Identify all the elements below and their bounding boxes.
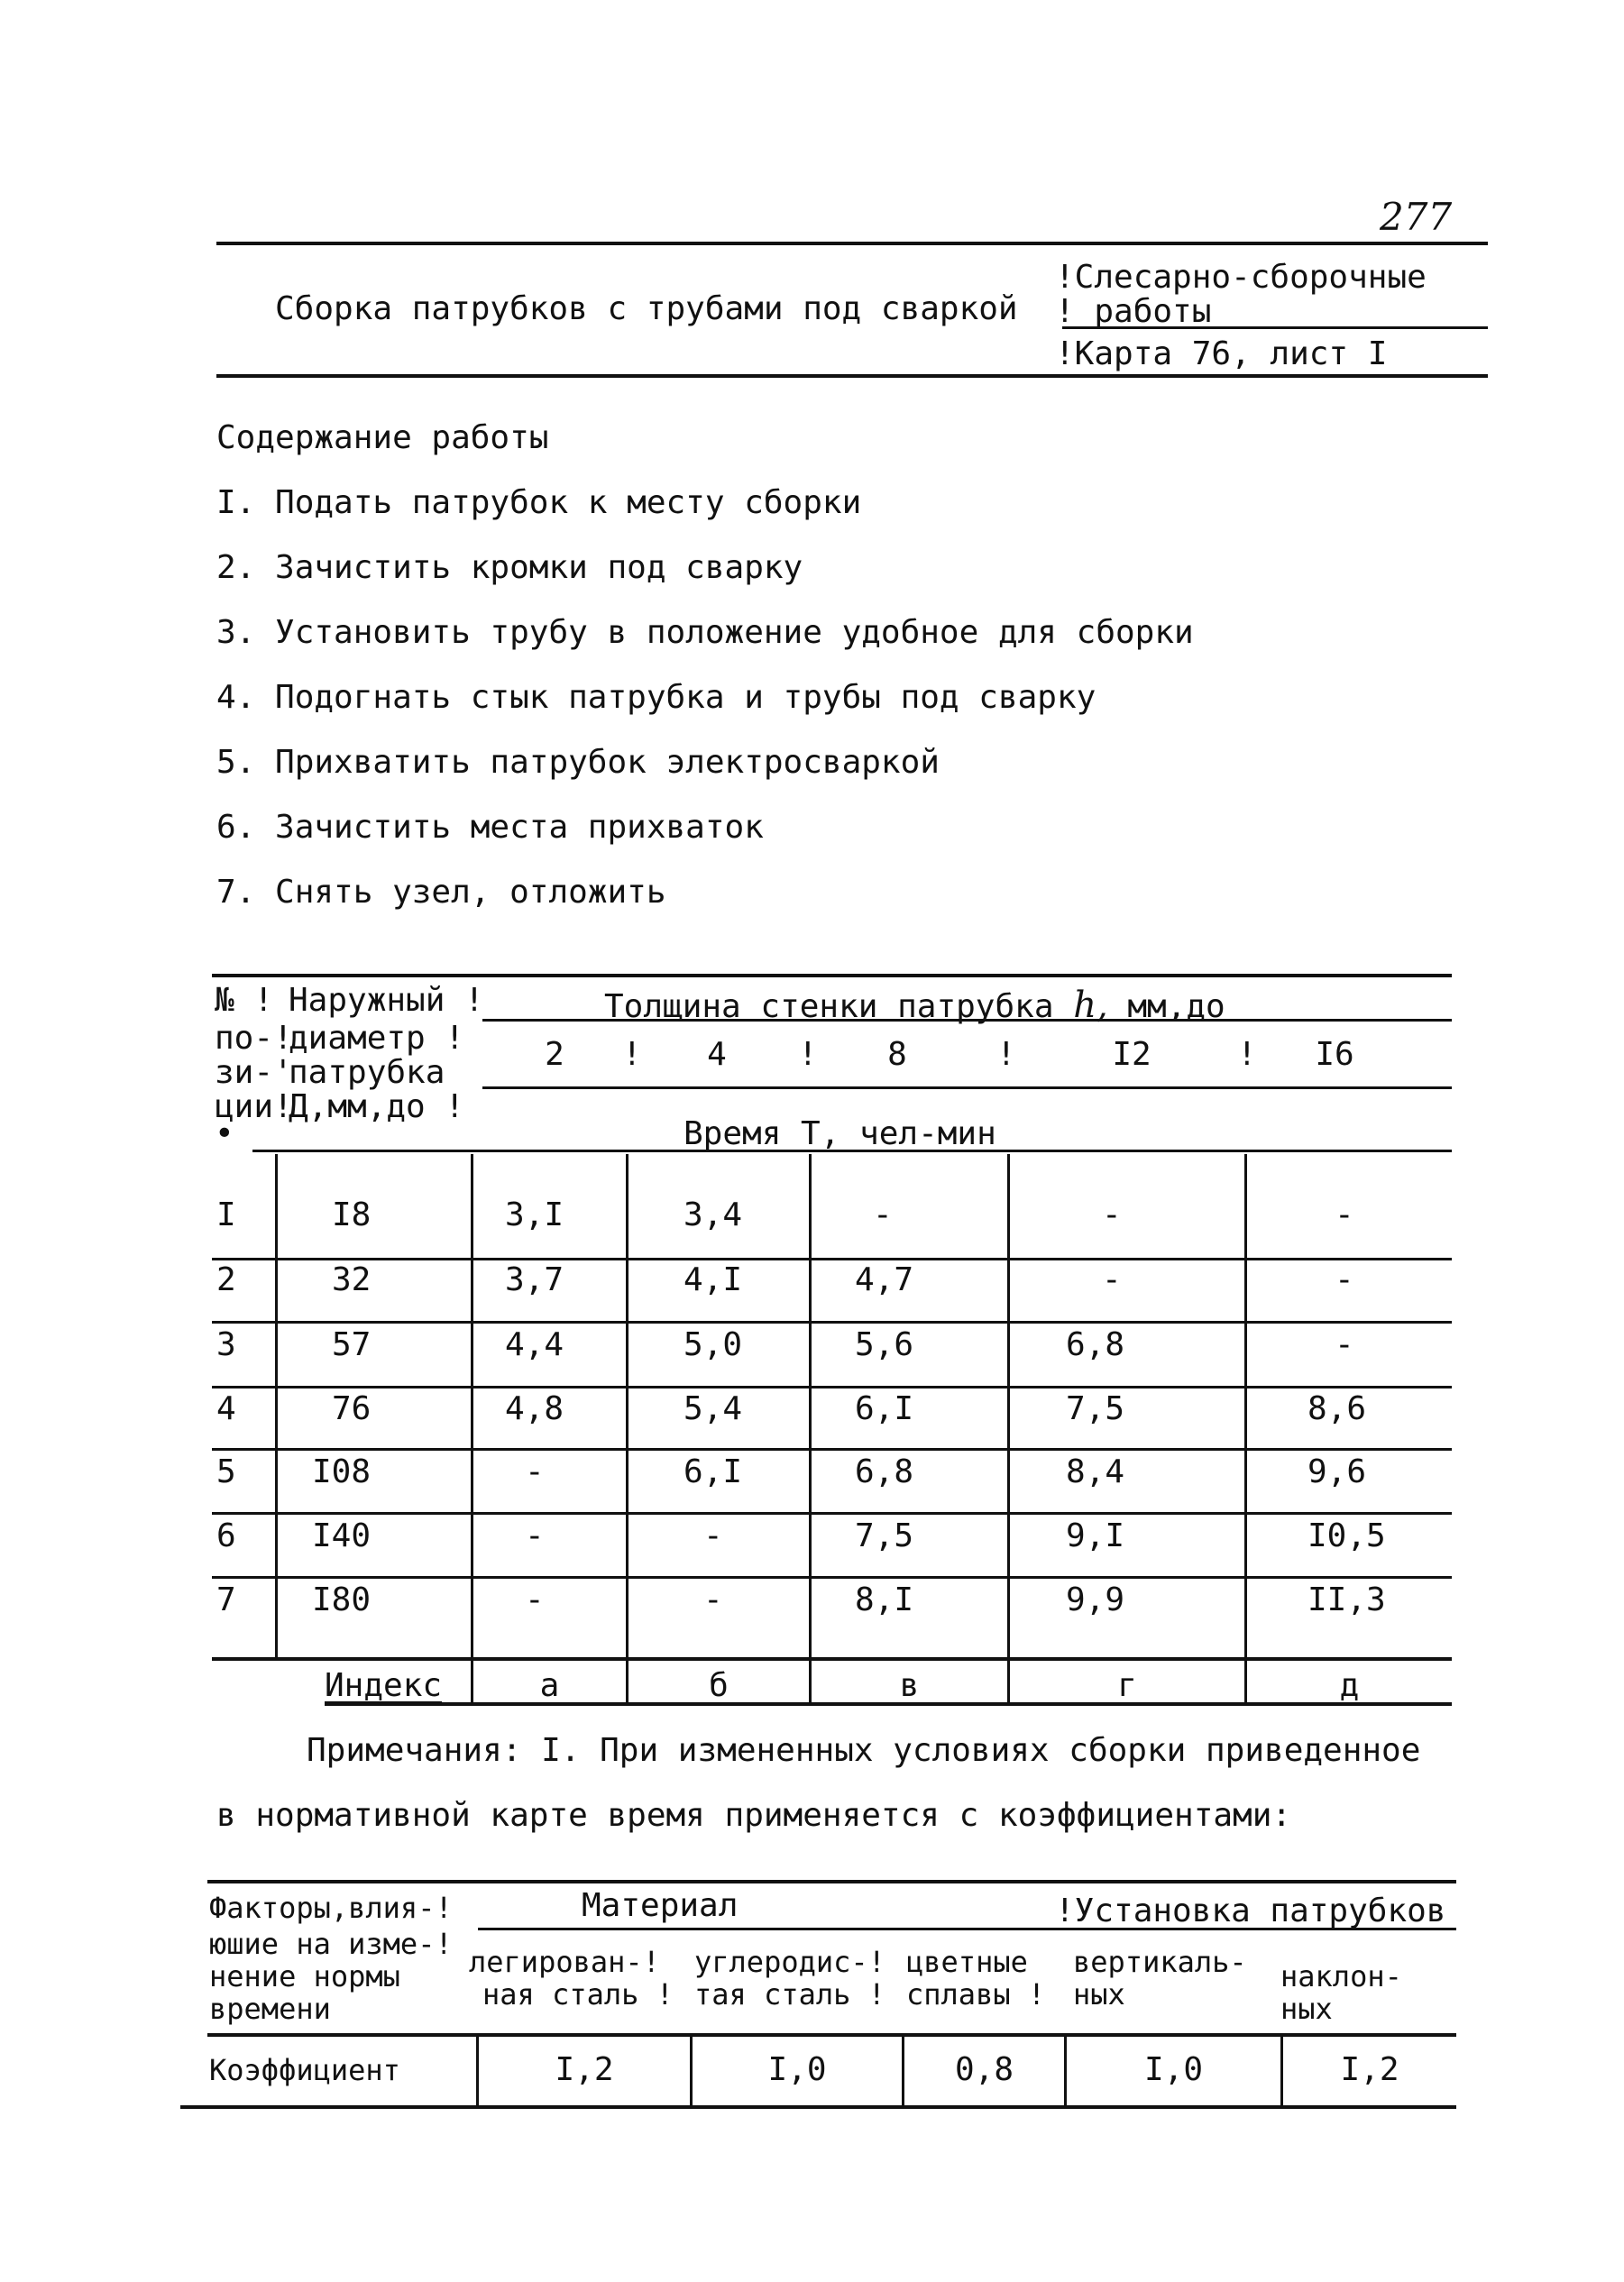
- row-pos: 6: [216, 1517, 236, 1554]
- cell-v: 8,I: [855, 1581, 914, 1618]
- d-header-2: диаметр !: [289, 1020, 465, 1057]
- d-header-3: патрубка: [289, 1054, 445, 1091]
- cell-b: -: [703, 1517, 723, 1554]
- col-inclined-1: наклон-: [1280, 1959, 1402, 1993]
- header-inner-rule: [1062, 326, 1488, 329]
- step-6: 6. Зачистить места прихваток: [216, 809, 764, 846]
- step-1: I. Подать патрубок к месту сборки: [216, 484, 862, 521]
- row-rule-6: [212, 1576, 1452, 1579]
- main-table-body-bottom-rule: [212, 1657, 1452, 1661]
- pos-header-2: по-!: [215, 1020, 293, 1057]
- cell-a: 4,4: [505, 1326, 564, 1363]
- cell-a: 3,I: [505, 1196, 564, 1233]
- time-header: Время Т, чел-мин: [684, 1115, 996, 1152]
- index-g: г: [1117, 1667, 1137, 1704]
- row-pos: 3: [216, 1326, 236, 1363]
- material-header: Материал: [582, 1887, 739, 1924]
- cell-d: -: [1335, 1261, 1354, 1298]
- header-title: Сборка патрубков с трубами под сваркой: [275, 290, 1018, 327]
- header-top-rule: [216, 242, 1488, 245]
- coef-row-label: Коэффициент: [209, 2053, 400, 2087]
- row-pos: 2: [216, 1261, 236, 1298]
- note-line-1: Примечания: I. При измененных условиях сборки приведенное: [307, 1732, 1421, 1769]
- col-inclined-2: ных: [1280, 1992, 1333, 2026]
- header-card: !Карта 76, лист I: [1055, 335, 1388, 372]
- factor-header-4: времени: [209, 1992, 331, 2026]
- col-vertical-1: вертикаль-: [1073, 1945, 1247, 1979]
- step-3: 3. Установить трубу в положение удобное для сборки: [216, 614, 1194, 651]
- row-diameter: I8: [332, 1196, 372, 1233]
- coef-value-carbon: I,0: [767, 2051, 827, 2088]
- install-header: !Установка патрубков: [1055, 1893, 1446, 1929]
- cell-a: -: [525, 1517, 545, 1554]
- row-diameter: 57: [332, 1326, 372, 1363]
- cell-d: II,3: [1307, 1581, 1386, 1618]
- row-diameter: I08: [312, 1453, 372, 1490]
- col-carbon-1: углеродис-!: [694, 1945, 885, 1979]
- d-header-4: Д,мм,до !: [289, 1088, 465, 1125]
- thickness-unit: мм,до: [1127, 988, 1225, 1025]
- row-pos: 4: [216, 1390, 236, 1427]
- thickness-symbol: h,: [1073, 985, 1108, 1026]
- row-diameter: 76: [332, 1390, 372, 1427]
- pos-header-5: •: [215, 1115, 234, 1152]
- thickness-header: [604, 985, 1225, 1026]
- bang-3: !: [996, 1036, 1016, 1073]
- col-nonferrous-1: цветные: [906, 1945, 1028, 1979]
- col-alloy-2: ная сталь !: [482, 1977, 674, 2012]
- row-pos: I: [216, 1196, 236, 1233]
- cell-v: 6,I: [855, 1390, 914, 1427]
- pos-header-1: № !: [215, 982, 274, 1019]
- thickness-2: 2: [545, 1036, 564, 1073]
- cell-g: 9,I: [1066, 1517, 1125, 1554]
- cell-v: 5,6: [855, 1326, 914, 1363]
- col-rule-pos: [275, 1154, 278, 1659]
- cell-d: I0,5: [1307, 1517, 1386, 1554]
- thickness-16: I6: [1315, 1036, 1354, 1073]
- step-4: 4. Подогнать стык патрубка и трубы под сварку: [216, 679, 1096, 716]
- coef-mid-rule: [207, 2033, 1456, 2037]
- col-rule-2: [626, 1154, 628, 1704]
- cell-d: 8,6: [1307, 1390, 1367, 1427]
- cell-g: 9,9: [1066, 1581, 1125, 1618]
- row-diameter: 32: [332, 1261, 372, 1298]
- cell-d: -: [1335, 1326, 1354, 1363]
- col-alloy-1: легирован-!: [469, 1945, 660, 1979]
- cell-b: 6,I: [684, 1453, 743, 1490]
- coef-top-rule: [207, 1880, 1456, 1883]
- index-a: а: [539, 1667, 560, 1704]
- row-rule-4: [212, 1448, 1452, 1451]
- cell-b: 4,I: [684, 1261, 743, 1298]
- bang-4: !: [1237, 1036, 1257, 1073]
- thickness-12: I2: [1112, 1036, 1151, 1073]
- index-d: д: [1339, 1667, 1360, 1704]
- cell-b: -: [703, 1581, 723, 1618]
- coef-value-nonferrous: 0,8: [954, 2051, 1014, 2088]
- content-heading: Содержание работы: [216, 419, 549, 456]
- cell-a: -: [525, 1581, 545, 1618]
- cell-v: 4,7: [855, 1261, 914, 1298]
- row-pos: 7: [216, 1581, 236, 1618]
- step-5: 5. Прихватить патрубок электросваркой: [216, 744, 940, 781]
- cell-b: 5,4: [684, 1390, 743, 1427]
- header-bottom-rule: [216, 374, 1488, 378]
- cell-a: -: [525, 1453, 545, 1490]
- cell-b: 5,0: [684, 1326, 743, 1363]
- col-vertical-2: ных: [1073, 1977, 1125, 2012]
- bang-2: !: [798, 1036, 818, 1073]
- step-7: 7. Снять узел, отложить: [216, 874, 666, 911]
- index-label: Индекс: [325, 1667, 443, 1704]
- row-rule-1: [212, 1258, 1452, 1260]
- cell-g: -: [1102, 1196, 1122, 1233]
- bang-1: !: [622, 1036, 642, 1073]
- cell-g: -: [1102, 1261, 1122, 1298]
- row-rule-3: [212, 1386, 1452, 1388]
- d-header-1: Наружный !: [289, 982, 484, 1019]
- cell-b: 3,4: [684, 1196, 743, 1233]
- thickness-4: 4: [707, 1036, 727, 1073]
- note-line-2: в нормативной карте время применяется с коэффициентами:: [216, 1797, 1292, 1834]
- col-rule-d: [471, 1154, 473, 1704]
- cell-g: 6,8: [1066, 1326, 1125, 1363]
- header-category-line2: ! работы: [1055, 293, 1212, 330]
- thickness-header-text: Толщина стенки патрубка: [604, 988, 1054, 1025]
- main-table-bottom-rule: [325, 1702, 1452, 1706]
- row-rule-5: [212, 1512, 1452, 1515]
- factor-header-2: юшие на изме-!: [209, 1927, 453, 1961]
- coef-bottom-rule: [180, 2105, 1456, 2109]
- col-carbon-2: тая сталь !: [694, 1977, 885, 2012]
- factor-header-1: Факторы,влия-!: [209, 1891, 453, 1925]
- col-nonferrous-2: сплавы !: [906, 1977, 1046, 2012]
- row-rule-2: [212, 1321, 1452, 1324]
- coef-value-inclined: I,2: [1340, 2051, 1399, 2088]
- factor-header-3: нение нормы: [209, 1959, 400, 1993]
- row-pos: 5: [216, 1453, 236, 1490]
- row-diameter: I40: [312, 1517, 372, 1554]
- thickness-values-rule: [482, 1086, 1452, 1089]
- coef-value-alloy: I,2: [555, 2051, 614, 2088]
- cell-a: 4,8: [505, 1390, 564, 1427]
- cell-v: 7,5: [855, 1517, 914, 1554]
- main-table-top-rule: [212, 974, 1452, 977]
- cell-g: 7,5: [1066, 1390, 1125, 1427]
- pos-header-4: ции!: [215, 1088, 293, 1125]
- page-number: 277: [1380, 195, 1453, 239]
- index-v: в: [899, 1667, 920, 1704]
- index-b: б: [709, 1667, 729, 1704]
- step-2: 2. Зачистить кромки под сварку: [216, 549, 803, 586]
- cell-g: 8,4: [1066, 1453, 1125, 1490]
- thickness-8: 8: [887, 1036, 907, 1073]
- pos-header-3: зи-': [215, 1054, 293, 1091]
- col-rule-4: [809, 1154, 812, 1704]
- header-category-line1: !Слесарно-сборочные: [1055, 259, 1427, 296]
- col-rule-12: [1244, 1154, 1247, 1704]
- cell-v: -: [873, 1196, 893, 1233]
- coef-value-vertical: I,0: [1143, 2051, 1204, 2088]
- row-diameter: I80: [312, 1581, 372, 1618]
- col-rule-8: [1007, 1154, 1010, 1704]
- cell-v: 6,8: [855, 1453, 914, 1490]
- cell-d: -: [1335, 1196, 1354, 1233]
- cell-d: 9,6: [1307, 1453, 1367, 1490]
- cell-a: 3,7: [505, 1261, 564, 1298]
